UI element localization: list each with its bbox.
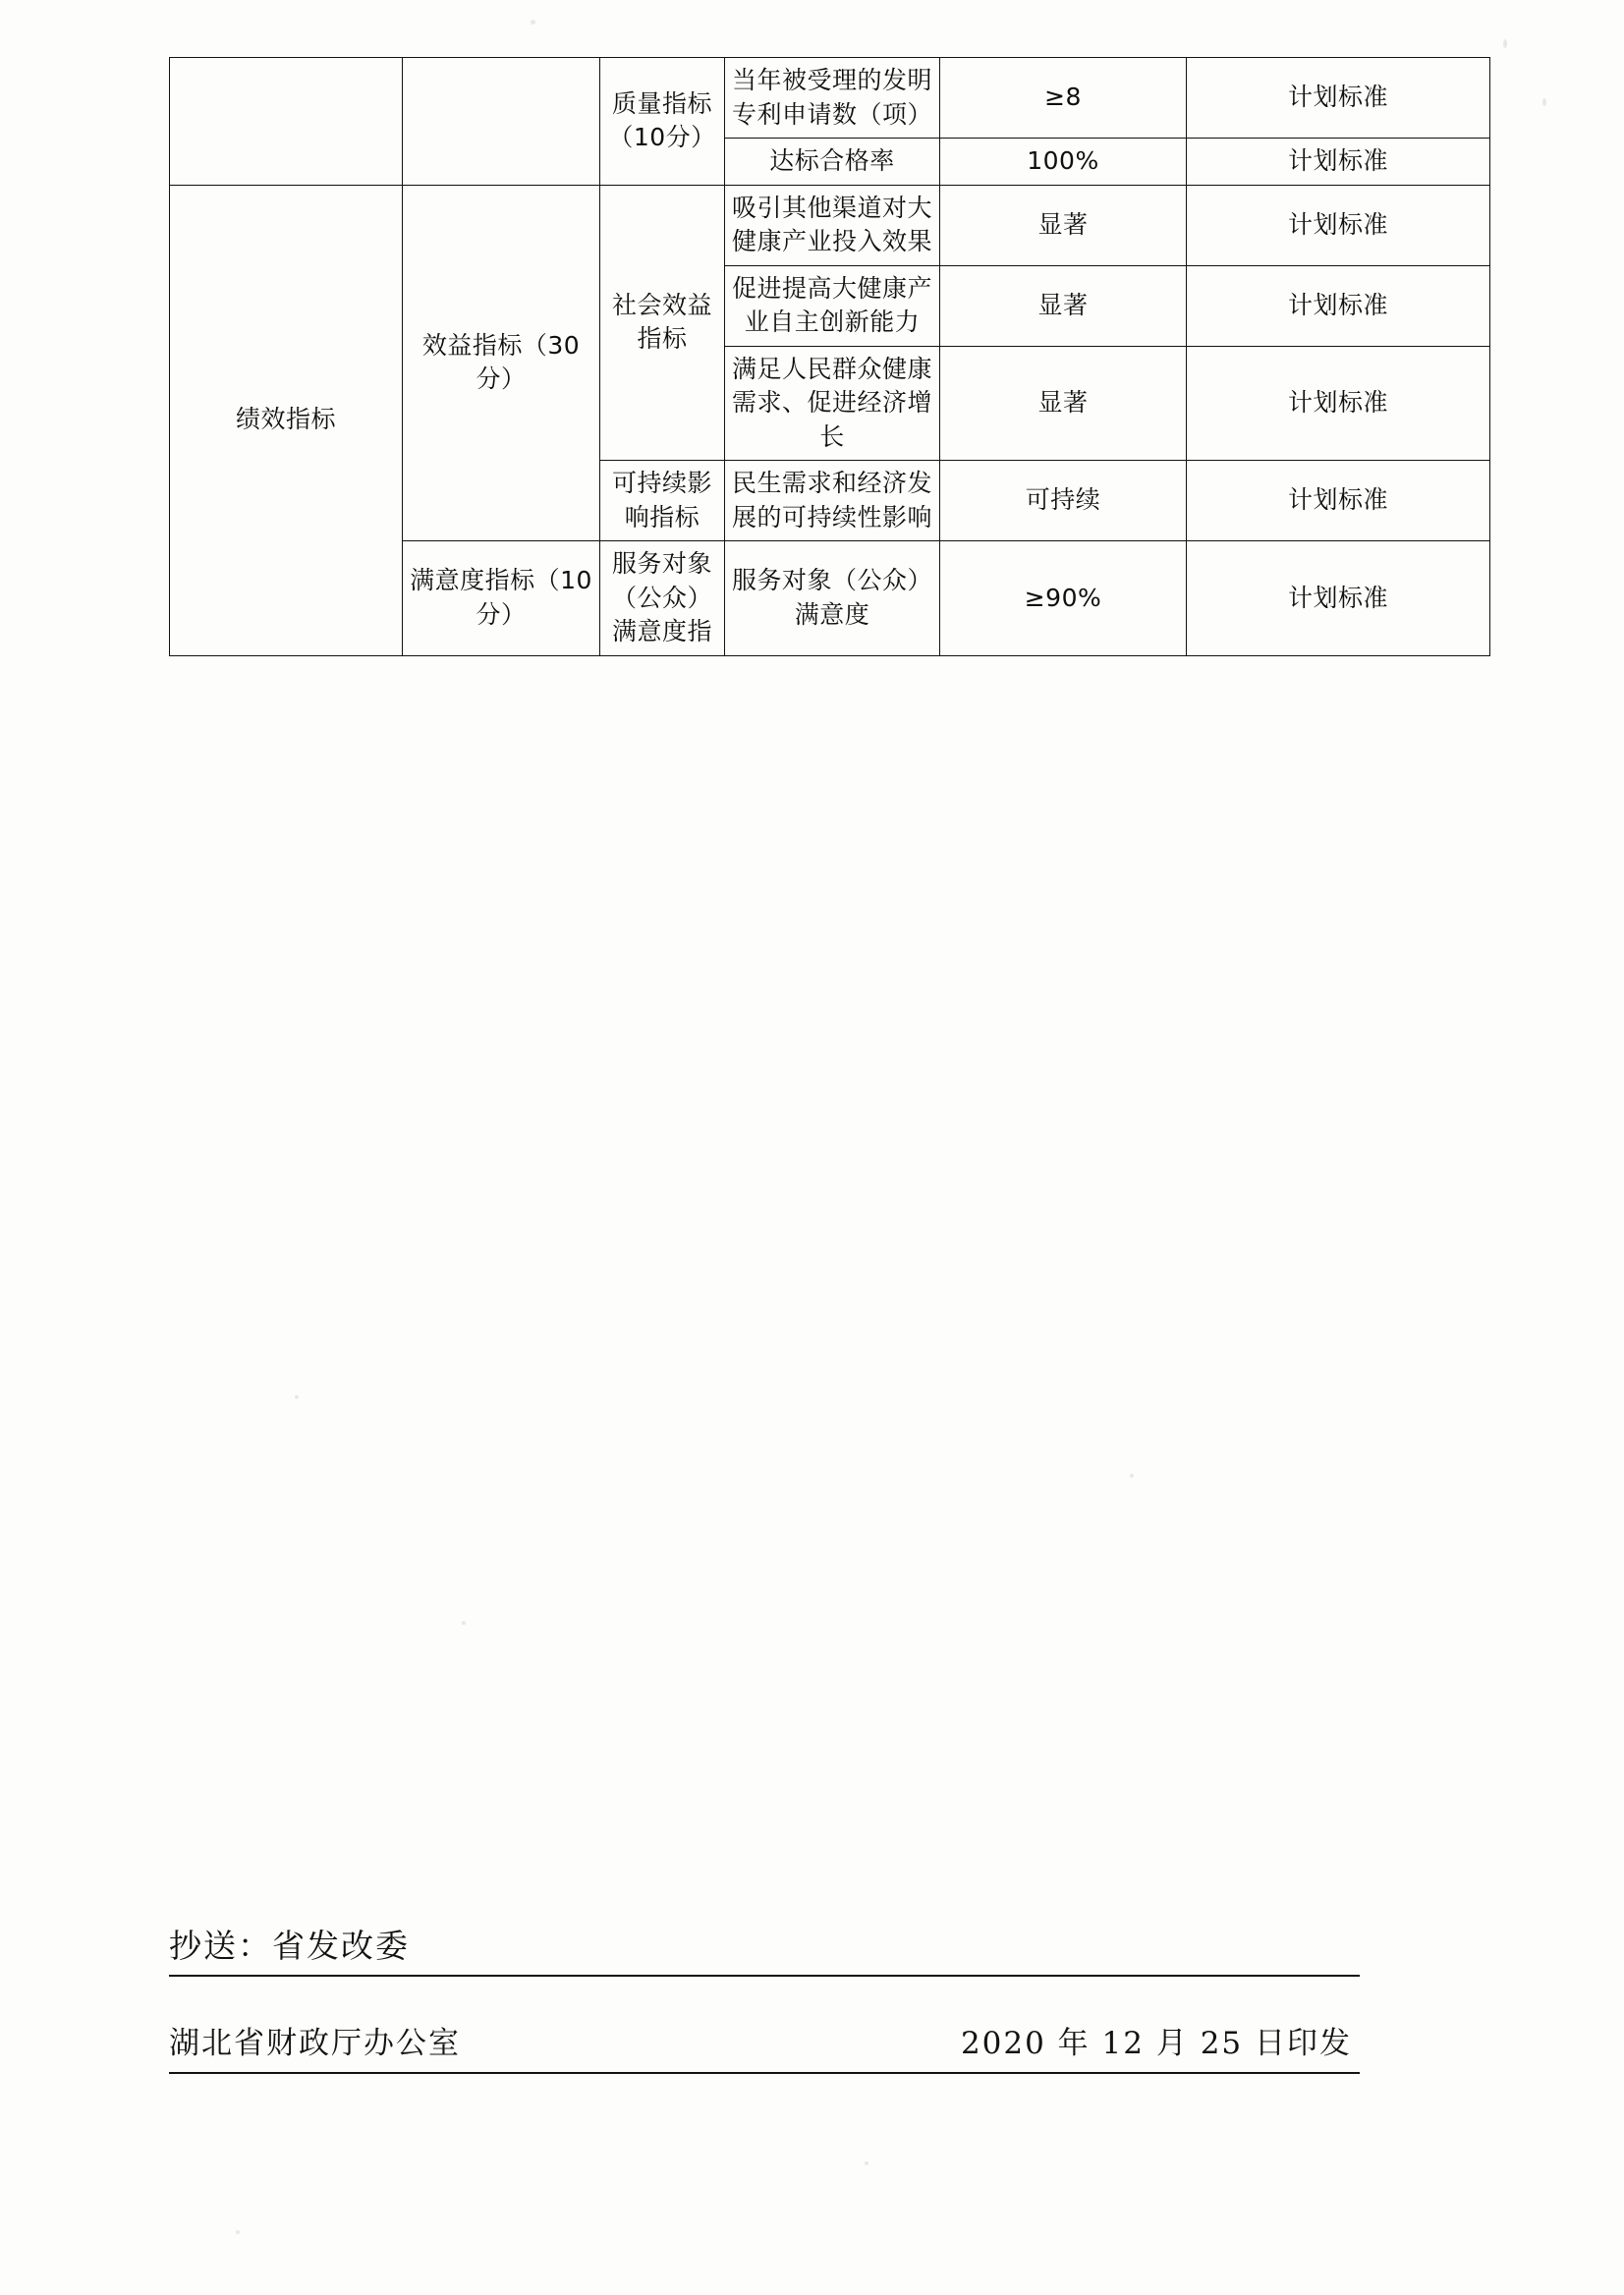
cc-line: 抄送：省发改委 (169, 1921, 1360, 1977)
table-cell-indicator-name: 服务对象（公众）满意度 (725, 541, 940, 656)
table-cell-indicator-name: 当年被受理的发明专利申请数（项） (725, 58, 940, 139)
scan-speckle (1542, 98, 1546, 106)
scan-speckle (462, 1621, 466, 1625)
table-cell-indicator-value: 显著 (940, 185, 1187, 265)
table-cell-indicator-value: 显著 (940, 265, 1187, 346)
table-cell-indicator-value: ≥8 (940, 58, 1187, 139)
table-cell-indicator-standard: 计划标准 (1187, 265, 1490, 346)
table-cell-indicator-value: ≥90% (940, 541, 1187, 656)
issuer-name: 湖北省财政厅办公室 (169, 2026, 461, 2061)
table-cell-indicator-standard: 计划标准 (1187, 139, 1490, 186)
table-cell-performance-indicator: 绩效指标 (170, 185, 403, 655)
table-cell-satisfaction-indicator: 满意度指标（10分） (403, 541, 600, 656)
table-row (170, 58, 1490, 139)
table-cell-sustainability-indicator: 可持续影响指标 (600, 461, 725, 541)
table-cell-indicator-value: 显著 (940, 346, 1187, 461)
table-cell-indicator-value: 可持续 (940, 461, 1187, 541)
scan-speckle (295, 1395, 299, 1399)
table-cell-indicator-name: 民生需求和经济发展的可持续性影响 (725, 461, 940, 541)
table-cell-benefit-indicator: 效益指标（30分） (403, 185, 600, 541)
table-row (170, 185, 1490, 265)
table-cell-indicator-name: 促进提高大健康产业自主创新能力 (725, 265, 940, 346)
table-cell-service-object-satisfaction: 服务对象（公众）满意度指 (600, 541, 725, 656)
issue-row (169, 2018, 1360, 2074)
table-cell-indicator-standard: 计划标准 (1187, 346, 1490, 461)
scan-speckle (236, 2230, 240, 2234)
indicator-grid (169, 57, 1490, 656)
table-cell-blank-subcategory (403, 58, 600, 186)
table-cell-indicator-standard: 计划标准 (1187, 461, 1490, 541)
table-body (170, 58, 1490, 656)
table-cell-social-benefit-indicator: 社会效益指标 (600, 185, 725, 461)
scan-speckle (1130, 1474, 1134, 1478)
table-cell-indicator-standard: 计划标准 (1187, 185, 1490, 265)
table-cell-indicator-name: 达标合格率 (725, 139, 940, 186)
table-cell-indicator-name: 吸引其他渠道对大健康产业投入效果 (725, 185, 940, 265)
table-cell-indicator-name: 满足人民群众健康需求、促进经济增长 (725, 346, 940, 461)
table-cell-indicator-standard: 计划标准 (1187, 541, 1490, 656)
scan-speckle (865, 2161, 868, 2165)
document-footer (169, 1921, 1446, 2074)
table-cell-blank-category (170, 58, 403, 186)
scan-speckle (1503, 39, 1507, 48)
scan-speckle (531, 20, 535, 25)
performance-indicator-table (169, 57, 1436, 656)
issue-date: 2020 年 12 月 25 日印发 (960, 2026, 1352, 2061)
table-cell-quality-indicator: 质量指标（10分） (600, 58, 725, 186)
table-cell-indicator-value: 100% (940, 139, 1187, 186)
table-cell-indicator-standard: 计划标准 (1187, 58, 1490, 139)
